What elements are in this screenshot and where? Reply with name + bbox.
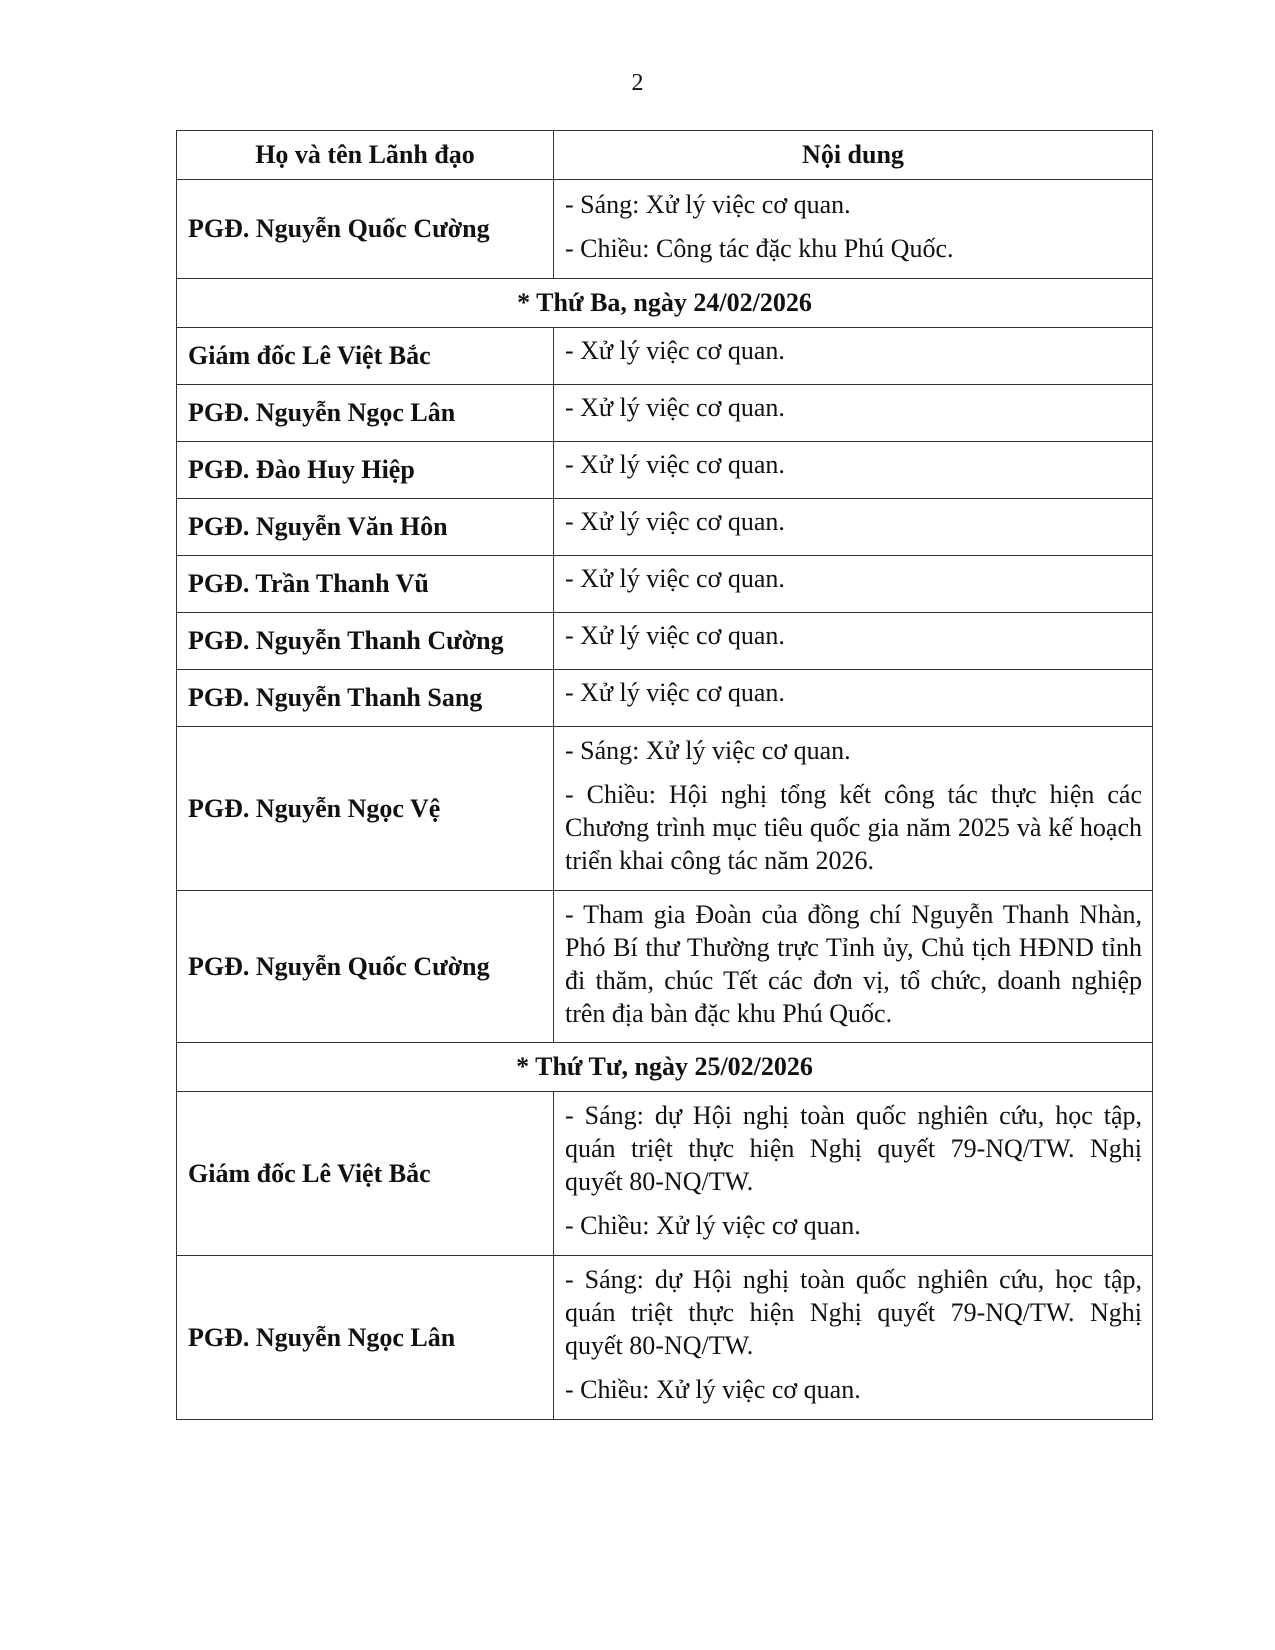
table-row (177, 442, 1153, 499)
table-row (177, 180, 1153, 279)
schedule-line: - Sáng: dự Hội nghị toàn quốc nghiên cứu, học tập, quán triệt thực hiện Nghị quyết 79-NQ/TW. Nghị quyết 80-NQ/TW. (565, 1101, 1142, 1196)
leader-name: PGĐ. Nguyễn Thanh Sang (177, 670, 554, 727)
schedule-content (554, 385, 1153, 442)
schedule-line: - Xử lý việc cơ quan. (565, 336, 785, 365)
table-row (177, 385, 1153, 442)
table-row (177, 670, 1153, 727)
leader-name: Giám đốc Lê Việt Bắc (177, 1092, 554, 1256)
leader-name: PGĐ. Nguyễn Thanh Cường (177, 613, 554, 670)
schedule-content (554, 499, 1153, 556)
leader-name: PGĐ. Nguyễn Quốc Cường (177, 891, 554, 1043)
table-row (177, 891, 1153, 1043)
schedule-content (554, 328, 1153, 385)
schedule-line: - Sáng: Xử lý việc cơ quan. (565, 189, 851, 219)
schedule-line: - Chiều: Xử lý việc cơ quan. (565, 1211, 861, 1240)
header-content: Nội dung (554, 131, 1153, 180)
schedule-line: - Xử lý việc cơ quan. (565, 450, 785, 479)
day-header-row (177, 1043, 1153, 1092)
leader-schedule-table (176, 130, 1153, 1420)
day-header: * Thứ Tư, ngày 25/02/2026 (177, 1043, 1153, 1092)
page-number: 2 (631, 70, 644, 96)
schedule-line: - Xử lý việc cơ quan. (565, 564, 785, 593)
day-header: * Thứ Ba, ngày 24/02/2026 (177, 279, 1153, 328)
table-row (177, 727, 1153, 891)
leader-name: PGĐ. Nguyễn Ngọc Vệ (177, 727, 554, 891)
schedule-line: - Xử lý việc cơ quan. (565, 507, 785, 536)
table-row (177, 499, 1153, 556)
schedule-content (554, 891, 1153, 1043)
schedule-content (554, 556, 1153, 613)
schedule-line: - Chiều: Xử lý việc cơ quan. (565, 1375, 861, 1404)
schedule-line: - Sáng: dự Hội nghị toàn quốc nghiên cứu, học tập, quán triệt thực hiện Nghị quyết 79-NQ/TW. Nghị quyết 80-NQ/TW. (565, 1265, 1142, 1360)
schedule-line: - Sáng: Xử lý việc cơ quan. (565, 736, 851, 765)
schedule-content (554, 613, 1153, 670)
schedule-line: - Xử lý việc cơ quan. (565, 678, 785, 707)
schedule-line: - Chiều: Công tác đặc khu Phú Quốc. (565, 233, 954, 263)
leader-name: PGĐ. Nguyễn Quốc Cường (177, 180, 554, 279)
table-row (177, 328, 1153, 385)
schedule-line: - Chiều: Hội nghị tổng kết công tác thực hiện các Chương trình mục tiêu quốc gia năm 2025 và kế hoạch triển khai công tác năm 2026. (565, 780, 1142, 875)
schedule-content (554, 670, 1153, 727)
schedule-content (554, 1256, 1153, 1420)
leader-name: PGĐ. Nguyễn Ngọc Lân (177, 385, 554, 442)
table-row (177, 556, 1153, 613)
header-name: Họ và tên Lãnh đạo (177, 131, 554, 180)
table-row (177, 613, 1153, 670)
leader-name: PGĐ. Nguyễn Văn Hôn (177, 499, 554, 556)
schedule-line: - Xử lý việc cơ quan. (565, 393, 785, 422)
leader-name: PGĐ. Trần Thanh Vũ (177, 556, 554, 613)
table-row (177, 1256, 1153, 1420)
schedule-line: - Xử lý việc cơ quan. (565, 621, 785, 650)
leader-name: PGĐ. Nguyễn Ngọc Lân (177, 1256, 554, 1420)
leader-name: PGĐ. Đào Huy Hiệp (177, 442, 554, 499)
table-header-row (177, 131, 1153, 180)
schedule-content (554, 180, 1153, 279)
day-header-row (177, 279, 1153, 328)
schedule-content (554, 442, 1153, 499)
schedule-content (554, 1092, 1153, 1256)
table-row (177, 1092, 1153, 1256)
schedule-content (554, 727, 1153, 891)
schedule-line: - Tham gia Đoàn của đồng chí Nguyễn Thanh Nhàn, Phó Bí thư Thường trực Tỉnh ủy, Chủ tịch HĐND tỉnh đi thăm, chúc Tết các đơn vị, tổ chức, doanh nghiệp trên địa bàn đặc khu Phú Quốc. (565, 899, 1142, 1028)
leader-name: Giám đốc Lê Việt Bắc (177, 328, 554, 385)
